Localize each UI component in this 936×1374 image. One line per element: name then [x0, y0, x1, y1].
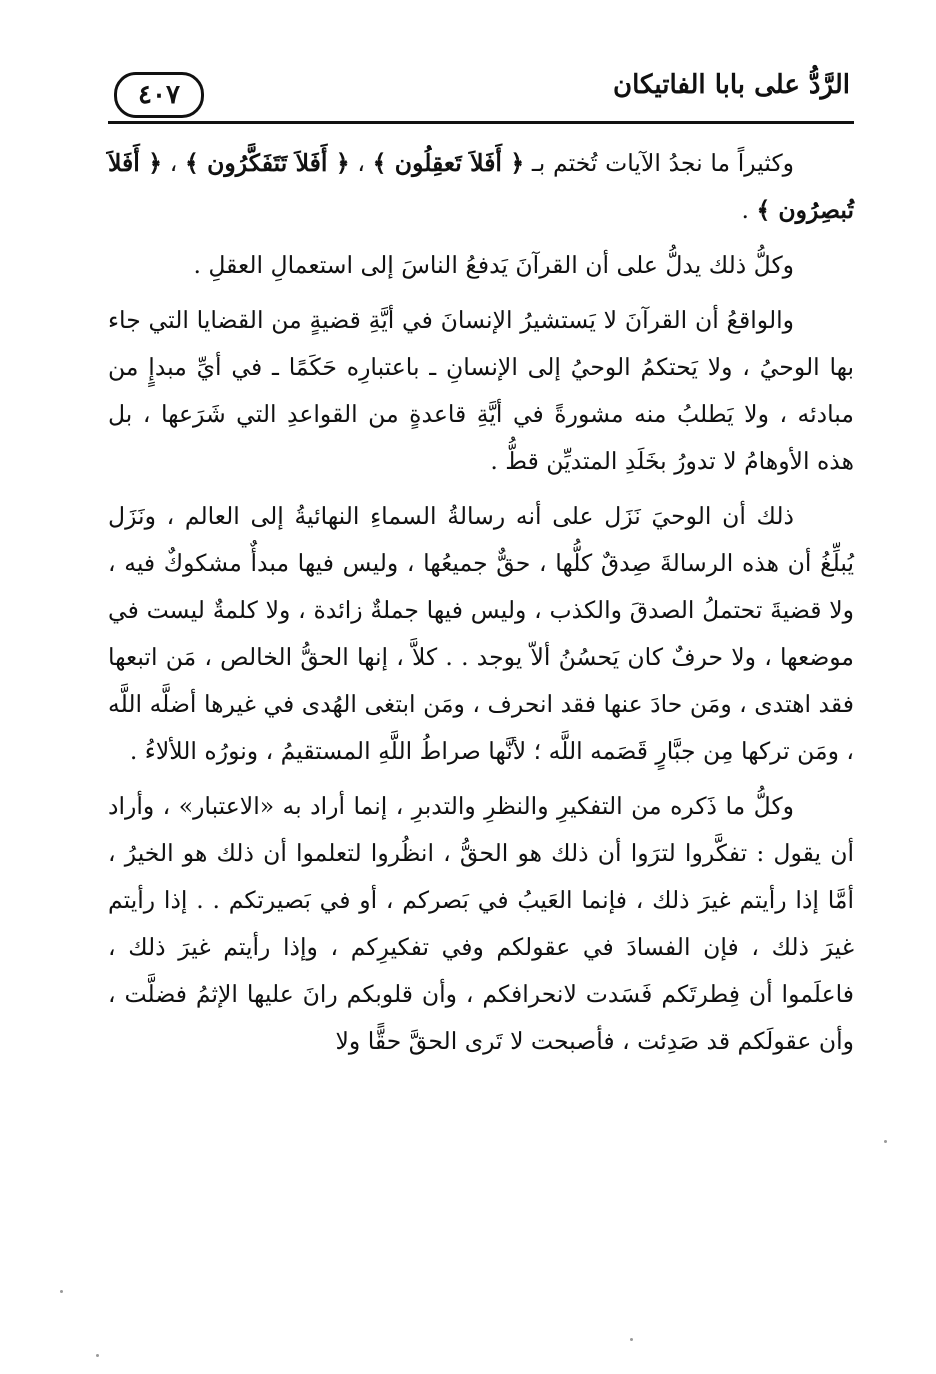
running-title: الرَّدُّ على بابا الفاتيكان [612, 70, 850, 100]
scan-speck [884, 1140, 887, 1143]
scan-speck [96, 1354, 99, 1357]
text-run: وكثيراً ما نجدُ الآيات تُختم بـ [524, 149, 794, 177]
scan-speck [60, 1290, 63, 1293]
text-run: والواقعُ أن القرآنَ لا يَستشيرُ الإنسانَ في أيَّةِ قضيةٍ من القضايا التي جاء بها الوحيُ ، ولا يَحتكمُ الوحيُ إلى الإنسانِ ـ باعتبارِه حَكَمًا ـ في أيِّ مبدإٍ من مبادئه ، ولا يَطلبُ منه مشورةً في أيَّةِ قاعدةٍ من القواعدِ التي شَرَعها ، بل هذه الأوهامُ لا تدورُ بخَلَدِ المتديِّن قطُّ . [108, 306, 854, 475]
text-run: ، [349, 149, 373, 177]
paragraph [108, 297, 854, 485]
quran-quote: ﴿ أَفَلاَ تَتَفَكَّرُون ﴾ [184, 149, 350, 177]
quran-quote: ﴿ أَفَلاَ تَعقِلُون ﴾ [372, 149, 525, 177]
scan-speck [630, 1338, 633, 1341]
page-number: ٤٠٧ [114, 72, 204, 118]
paragraph [108, 783, 854, 1065]
page-header [108, 62, 854, 124]
text-run: وكلُّ ذلك يدلُّ على أن القرآنَ يَدفعُ الناسَ إلى استعمالِ العقلِ . [193, 251, 794, 279]
text-run: . [741, 196, 757, 224]
text-run: ، [161, 149, 185, 177]
paragraph [108, 140, 854, 234]
quran-quote: ﴿ أَفَلاَ تُبصِرُون ﴾ [108, 149, 854, 224]
body-text [108, 140, 854, 1073]
paragraph [108, 493, 854, 775]
text-run: ذلك أن الوحيَ نَزَل على أنه رسالةُ السماءِ النهائيةُ إلى العالم ، ونَزَل يُبلِّغُ أن هذه الرسالةَ صِدقٌ كلُّها ، حقٌّ جميعُها ، وليس فيها مبدأٌ مشكوكٌ فيه ، ولا قضيةَ تحتملُ الصدقَ والكذب ، وليس فيها جملةٌ زائدة ، ولا كلمةٌ ليست في موضعها ، ولا حرفٌ كان يَحسُنُ ألاّ يوجد . . كلاَّ ، إنها الحقُّ الخالص ، مَن اتبعها فقد اهتدى ، ومَن حادَ عنها فقد انحرف ، ومَن ابتغى الهُدى في غيرها أضلَّه اللَّه ، ومَن تركها مِن جبَّارٍ قَصَمه اللَّه ؛ لأنَّها صراطُ اللَّهِ المستقيمُ ، ونورُه اللألاءُ . [108, 502, 854, 765]
header-rule [108, 121, 854, 124]
text-run: وكلُّ ما ذَكره من التفكيرِ والنظرِ والتدبرِ ، إنما أراد به «الاعتبار» ، وأراد أن يقول : تفكَّروا لترَوا أن ذلك هو الحقُّ ، انظُروا لتعلموا أن ذلك هو الخيرُ ، أمَّا إذا رأيتم غيرَ ذلك ، فإنما العَيبُ في بَصركم ، أو في بَصيرتكم . . إذا رأيتم غيرَ ذلك ، فإن الفسادَ في عقولكم وفي تفكيرِكم ، وإذا رأيتم غيرَ ذلك ، فاعلَموا أن فِطرتَكم فَسَدت لانحرافكم ، وأن قلوبكم رانَ عليها الإثمُ فضلَّت ، وأن عقولَكم قد صَدِئت ، فأصبحت لا تَرى الحقَّ حقًّا ولا [108, 792, 854, 1055]
paragraph [108, 242, 854, 289]
